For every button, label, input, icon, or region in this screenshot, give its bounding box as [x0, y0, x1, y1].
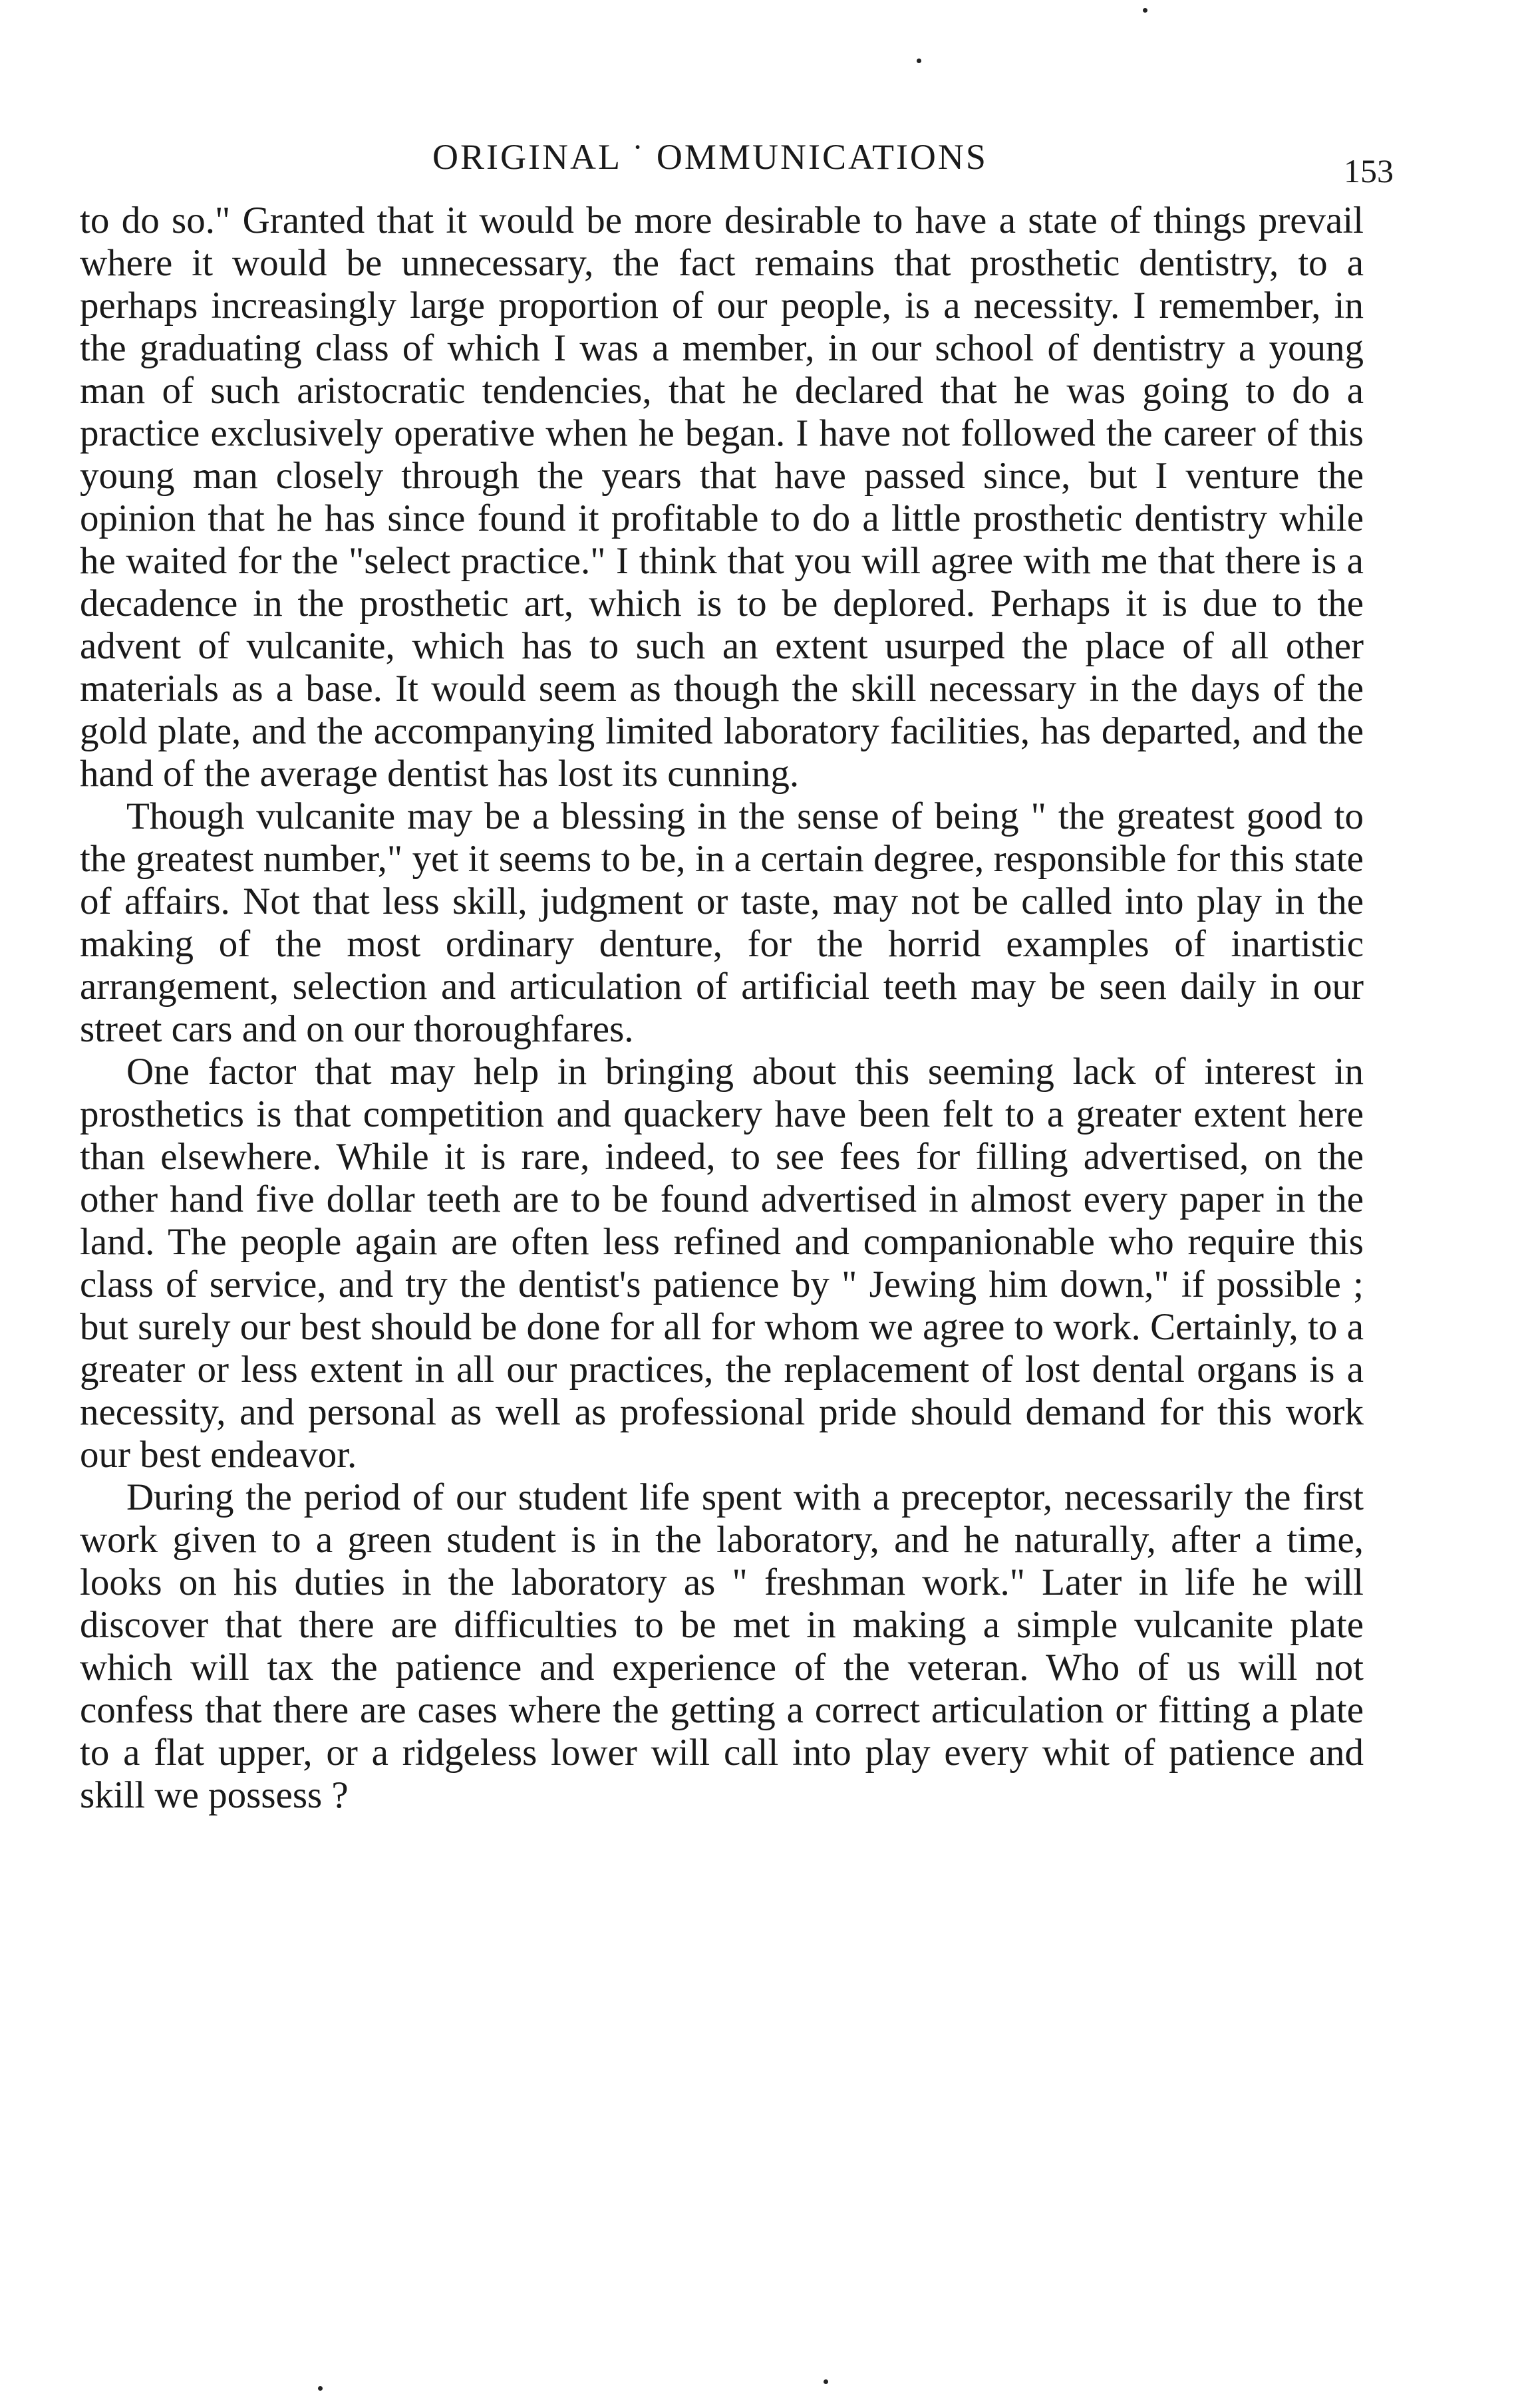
scan-speck — [824, 2379, 828, 2384]
scan-speck — [917, 59, 921, 63]
scan-speck — [1143, 8, 1147, 13]
running-head: ORIGINAL ˙ OMMUNICATIONS — [432, 137, 988, 177]
body-text — [80, 200, 1364, 1817]
paragraph-1: to do so." Granted that it would be more desirable to have a state of things prevail where it would be unnecessary, the fact remains that prosthetic dentistry, to a perhaps increasingly large proportion of our people, is a necessity. I remember, in the graduating class of which I was a member, in our school of dentistry a young man of such aristocratic tendencies, that he declared that he was going to do a practice exclusively operative when he began. I have not followed the career of this young man closely through the years that have passed since, but I venture the opinion that he has since found it profitable to do a little prosthetic dentistry while he waited for the "select practice." I think that you will agree with me that there is a decadence in the prosthetic art, which is to be deplored. Perhaps it is due to the advent of vulcanite, which has to such an extent usurped the place of all other materials as a base. It would seem as though the skill necessary in the days of the gold plate, and the accompanying limited laboratory facilities, has departed, and the hand of the average dentist has lost its cunning. — [80, 200, 1364, 795]
paragraph-3: One factor that may help in bringing about this seeming lack of interest in prosthetics is that competition and quackery have been felt to a greater extent here than elsewhere. While it is rare, indeed, to see fees for filling advertised, on the other hand five dollar teeth are to be found advertised in almost every paper in the land. The people again are often less refined and companionable who require this class of service, and try the dentist's patience by " Jewing him down," if possible ; but surely our best should be done for all for whom we agree to work. Certainly, to a greater or less extent in all our practices, the replacement of lost dental organs is a necessity, and personal as well as professional pride should demand for this work our best endeavor. — [80, 1051, 1364, 1476]
paragraph-4: During the period of our student life spent with a preceptor, necessarily the first work given to a green student is in the laboratory, and he naturally, after a time, looks on his duties in the laboratory as " freshman work." Later in life he will discover that there are difficulties to be met in making a simple vulcanite plate which will tax the patience and experience of the veteran. Who of us will not confess that there are cases where the getting a correct articulation or fitting a plate to a flat upper, or a ridgeless lower will call into play every whit of patience and skill we possess ? — [80, 1476, 1364, 1816]
scan-speck — [318, 2386, 323, 2391]
paragraph-2: Though vulcanite may be a blessing in the sense of being " the greatest good to the greatest number," yet it seems to be, in a certain degree, responsible for this state of affairs. Not that less skill, judgment or taste, may not be called into play in the making of the most ordinary denture, for the horrid examples of inartistic arrangement, selection and articulation of artificial teeth may be seen daily in our street cars and on our thoroughfares. — [80, 795, 1364, 1050]
page-number: 153 — [1344, 152, 1394, 190]
